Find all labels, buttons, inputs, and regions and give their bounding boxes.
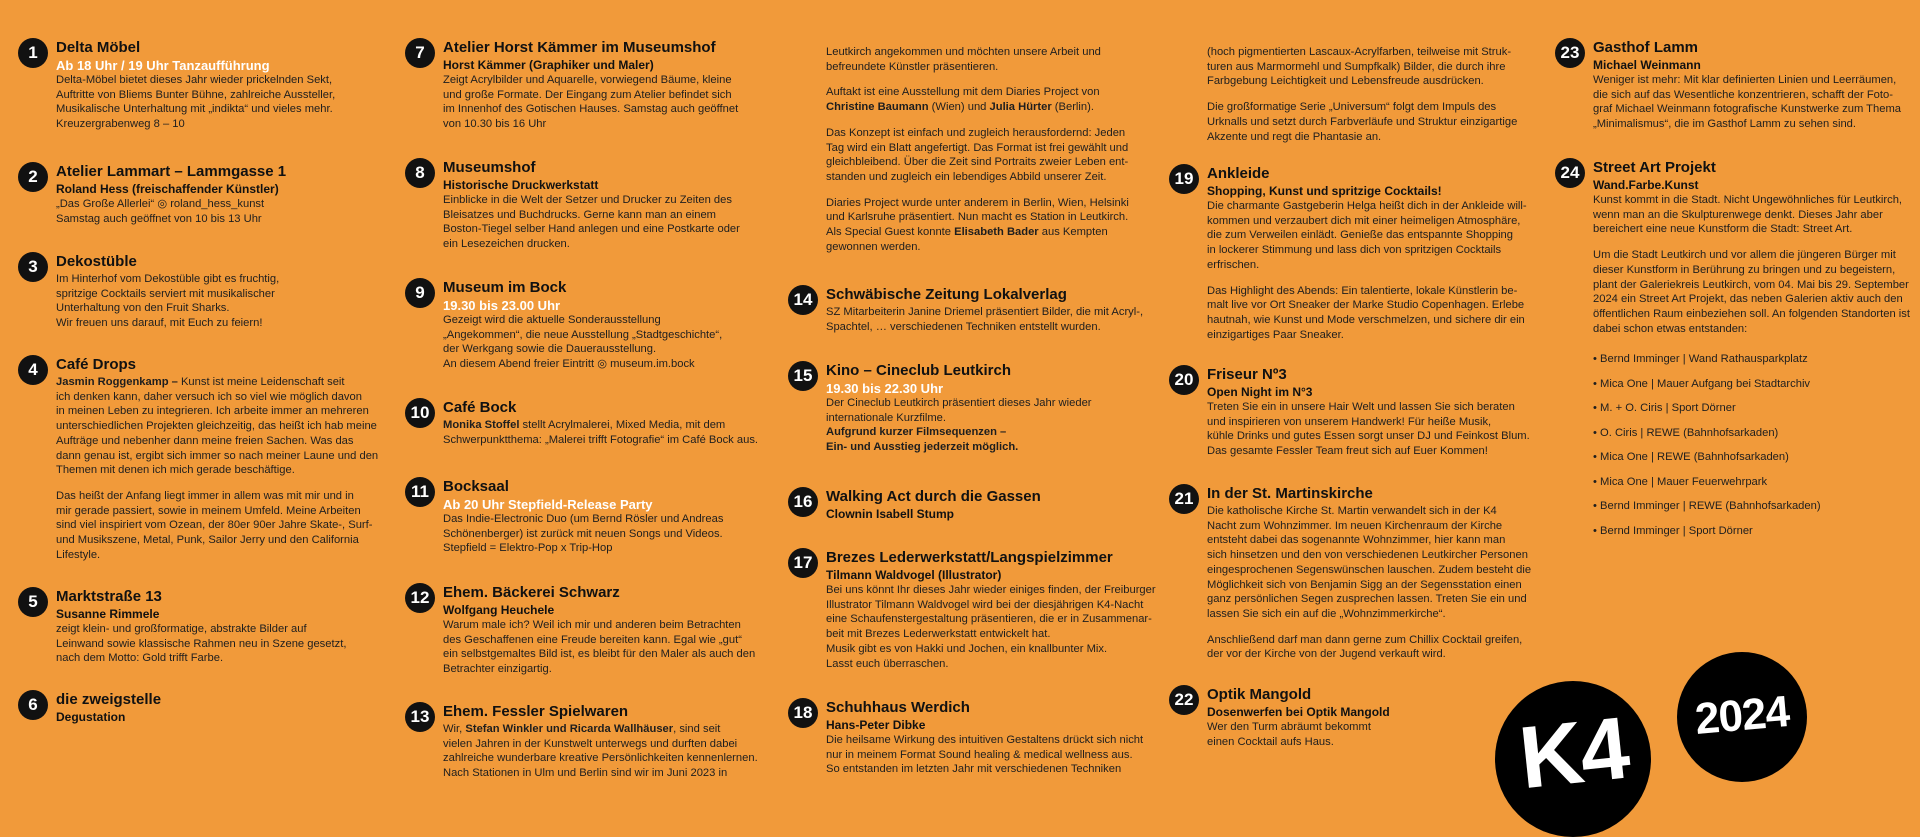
entry-title: Gasthof Lamm (1593, 39, 1699, 56)
entry-subtitle: Michael Weinmann (1593, 58, 1701, 72)
entry-7 (405, 38, 738, 132)
number-badge: 5 (18, 587, 48, 617)
entry-title: Ehem. Bäckerei Schwarz (443, 584, 620, 601)
entry-16 (788, 487, 1041, 522)
entry-10 (405, 398, 758, 447)
list-item: • O. Ciris | REWE (Bahnhofsarkaden) (1593, 426, 1779, 439)
entry-3 (18, 252, 279, 331)
year-badge (1677, 652, 1807, 782)
entry-19 (1169, 164, 1527, 342)
entry-highlight: 19.30 bis 23.00 Uhr (443, 298, 561, 313)
entry-subtitle: Wolfgang Heuchele (443, 603, 555, 617)
entry-subtitle: Shopping, Kunst und spritzige Cocktails! (1207, 184, 1442, 198)
entry-body: Einblicke in die Welt der Setzer und Drucker zu Zeiten des Bleisatzes und Buchdrucks. Gerne kann man an einem Boston-Tiegel selber Hand anlegen und eine Postkarte oder ein Lesezeichen drucken. (443, 194, 740, 251)
number-badge: 3 (18, 252, 48, 282)
list-item: • Bernd Imminger | Sport Dörner (1593, 524, 1753, 537)
entry-23 (1555, 38, 1901, 132)
number-badge: 14 (788, 285, 818, 315)
entry-title: Museumshof (443, 159, 536, 176)
number-badge: 4 (18, 355, 48, 385)
number-badge: 24 (1555, 158, 1585, 188)
entry-body: Bei uns könnt Ihr dieses Jahr wieder einiges finden, der Freiburger Illustrator Tilmann Waldvogel wird bei der diesjährigen K4-Nacht eine Schaufenstergestaltung präsentieren, die er in Zusammenar- beit mit Brezes Lederwerkstatt entwickelt hat. Musik gibt es von Hakki und Jochen, ein knallbunter Mix. Lasst euch überraschen. (826, 584, 1156, 670)
entry-subtitle: Dosenwerfen bei Optik Mangold (1207, 705, 1390, 719)
entry-highlight: 19.30 bis 22.30 Uhr (826, 381, 944, 396)
list-item: • M. + O. Ciris | Sport Dörner (1593, 402, 1736, 415)
entry-title: Atelier Lammart – Lammgasse 1 (56, 163, 287, 180)
number-badge: 13 (405, 702, 435, 732)
entry-title: Ehem. Fessler Spielwaren (443, 703, 629, 720)
number-badge: 12 (405, 583, 435, 613)
entry-body: Weniger ist mehr: Mit klar definierten Linien und Leerräumen, die sich auf das Wesentliche konzentrieren, schafft der Foto- graf Michael Weinmann fotografische Kunstwerke zum Thema „Minimalismus“, die im Gasthof Lamm zu sehen sind. (1593, 74, 1902, 131)
entry-1 (18, 38, 335, 132)
number-badge: 6 (18, 690, 48, 720)
entry-title: Kino – Cineclub Leutkirch (826, 362, 1012, 379)
number-badge: 9 (405, 278, 435, 308)
k4-logo-badge (1495, 681, 1651, 837)
entry-18 (788, 698, 1143, 777)
k4-logo-text: K4 (1514, 697, 1632, 808)
entry-24 (1555, 158, 1910, 548)
entry-body: Der Cineclub Leutkirch präsentiert dieses Jahr wieder internationale Kurzfilme. Aufgrund kurzer Filmsequenzen – Ein- und Ausstieg jederzeit möglich. (826, 397, 1092, 454)
entry-body: „Das Große Allerlei“ ◎ roland_hess_kunst Samstag auch geöffnet von 10 bis 13 Uhr (56, 198, 265, 225)
entry-body: Wer den Turm abräumt bekommt einen Cocktail aufs Haus. (1207, 721, 1371, 748)
entry-13 (405, 702, 758, 781)
entry-14 (788, 285, 1143, 334)
entry-body: Gezeigt wird die aktuelle Sonderausstellung „Angekommen“, die neue Ausstellung „Stadtgeschichte“, der Werkgang sowie die Dauerausstellung. An diesem Abend freier Eintritt ◎ museum.im.bock (443, 314, 723, 371)
number-badge: 17 (788, 548, 818, 578)
entry-body: Delta-Möbel bietet dieses Jahr wieder prickelnden Sekt, Auftritte von Bliems Bunter Bühne, zahlreiche Aussteller, Musikalische Unterhaltung mit „indikta“ und vieles mehr. Kreuzergrabenweg 8 – 10 (56, 74, 336, 131)
number-badge: 2 (18, 162, 48, 192)
list-item: • Mica One | REWE (Bahnhofsarkaden) (1593, 451, 1789, 464)
entry-title: Schwäbische Zeitung Lokalverlag (826, 286, 1067, 303)
number-badge: 19 (1169, 164, 1199, 194)
entry-body: zeigt klein- und großformatige, abstrakte Bilder auf Leinwand sowie klassische Rahmen neu in Szene gesetzt, nach dem Motto: Gold trifft Farbe. (56, 623, 347, 665)
entry-body: SZ Mitarbeiterin Janine Driemel präsentiert Bilder, die mit Acryl-, Spachtel, … verschiedenen Techniken entstellt wurden. (826, 306, 1144, 333)
number-badge: 7 (405, 38, 435, 68)
entry-4 (18, 355, 378, 562)
list-item: • Bernd Imminger | REWE (Bahnhofsarkaden) (1593, 500, 1821, 513)
entry-body: Die katholische Kirche St. Martin verwandelt sich in der K4 Nacht zum Wohnzimmer. Im neuen Kirchenraum der Kirche entsteht dabei das sogenannte Wohnzimmer, hier kann man sich hinsetzen und den von verschiedenen Leutkircher Personen eingesprochenen Segenswünschen lauschen. Zudem besteht die Möglichkeit sich von Benjamin Sigg an der Segensstation einen ganz persönlichen Segen zusprechen lassen. Treten Sie ein und lassen Sie sich ein auf die „Wohnzimmerkirche“. Anschließend darf man dann gerne zum Chillix Cocktail greifen, der vor der Kirche von der Jugend verkauft wird. (1207, 505, 1532, 661)
entry-title: Café Drops (56, 356, 137, 373)
entry-title: die zweigstelle (56, 691, 162, 708)
entry-subtitle: Hans-Peter Dibke (826, 718, 926, 732)
entry-8 (405, 158, 740, 252)
number-badge: 1 (18, 38, 48, 68)
entry-subtitle: Open Night im N°3 (1207, 385, 1313, 399)
entry-5 (18, 587, 346, 666)
entry-title: Atelier Horst Kämmer im Museumshof (443, 39, 716, 56)
number-badge: 18 (788, 698, 818, 728)
entry-subtitle: Susanne Rimmele (56, 607, 160, 621)
entry-subtitle: Degustation (56, 710, 126, 724)
entry-body: Im Hinterhof vom Dekostüble gibt es fruchtig, spritzige Cocktails serviert mit musikalischer Unterhaltung von den Fruit Sharks. Wir freuen uns darauf, mit Euch zu feiern! (56, 273, 280, 330)
entry-15 (788, 361, 1092, 455)
entry-body: Monika Stoffel stellt Acrylmalerei, Mixed Media, mit dem Schwerpunktthema: „Malerei trifft Fotografie“ im Café Bock aus. (443, 419, 759, 446)
number-badge: 11 (405, 477, 435, 507)
entry-12 (405, 583, 755, 677)
entry-body: Jasmin Roggenkamp – Kunst ist meine Leidenschaft seit ich denken kann, daher versuch ich so viel wie möglich davon in meinen Leben zu integrieren. Ich arbeite immer an mehreren unterschiedlichen Projekten gleichzeitig, das heißt ich hab meine Aufträge und nebenher dann meine freien Sachen. Was das dann genau ist, ergibt sich immer so nach meiner Laune und den Themen mit denen ich mich gerade beschäftige. Das heißt der Anfang liegt immer in allem was mit mir und in mir gerade passiert, sowie in meinem Umfeld. Meine Arbeiten sind viel inspiriert vom Ozean, der 80er 90er Jahre Skate-, Surf- und Musikszene, Metal, Punk, Sailor Jerry und den California Lifestyle. (56, 376, 379, 561)
entry-subtitle: Clownin Isabell Stump (826, 507, 955, 521)
entry-subtitle: Wand.Farbe.Kunst (1593, 178, 1699, 192)
entry-body: Die heilsame Wirkung des intuitiven Gestaltens drückt sich nicht nur in meinem Format Sound healing & medical wellness aus. So entstanden im letzten Jahr mit verschiedenen Techniken (826, 734, 1144, 776)
entry-title: Brezes Lederwerkstatt/Langspielzimmer (826, 549, 1113, 566)
entry-body: Kunst kommt in die Stadt. Nicht Ungewöhnliches für Leutkirch, wenn man an die Skulpturenwege denkt. Dieses Jahr aber bereichert eine neue Kunstform die Stadt: Street Art. Um die Stadt Leutkirch und vor allem die jüngeren Bürger mit dieser Kunstform in Berührung zu bringen und zu begeistern, plant der Galeriekreis Leutkirch, vom 04. Mai bis 29. September 2024 ein Street Art Projekt, das neben Galerien aktiv auch den öffentlichen Raum einbeziehen soll. An folgenden Standorten ist dabei schon etwas entstanden: • Bernd Imminger | Wand Rathausparkplatz • Mica One | Mauer Aufgang bei Stadtarchiv • M. + O. Ciris | Sport Dörner • O. Ciris | REWE (Bahnhofsarkaden) • Mica One | REWE (Bahnhofsarkaden) • Mica One | Mauer Feuerwehrpark • Bernd Imminger | REWE (Bahnhofsarkaden) • Bernd Imminger | Sport Dörner (1593, 194, 1910, 537)
number-badge: 21 (1169, 484, 1199, 514)
entry-title: Street Art Projekt (1593, 159, 1716, 176)
number-badge: 8 (405, 158, 435, 188)
entry-title: Schuhhaus Werdich (826, 699, 970, 716)
entry-subtitle: Horst Kämmer (Graphiker und Maler) (443, 58, 654, 72)
entry-title: Museum im Bock (443, 279, 567, 296)
number-badge: 16 (788, 487, 818, 517)
entry-20 (1169, 365, 1530, 459)
entry-2 (18, 162, 286, 226)
entry-17 (788, 548, 1156, 671)
entry-subtitle: Historische Druckwerkstatt (443, 178, 599, 192)
entry-body: Wir, Stefan Winkler und Ricarda Wallhäuser, sind seit vielen Jahren in der Kunstwelt unterwegs und durften dabei zahlreiche wunderbare kreative Persönlichkeiten kennenlernen. Nach Stationen in Ulm und Berlin sind wir im Juni 2023 in (443, 723, 758, 780)
number-badge: 15 (788, 361, 818, 391)
number-badge: 10 (405, 398, 435, 428)
number-badge: 23 (1555, 38, 1585, 68)
entry-highlight: Ab 20 Uhr Stepfield-Release Party (443, 497, 653, 512)
entry-11 (405, 477, 723, 556)
entry-body: Treten Sie ein in unsere Hair Welt und lassen Sie sich beraten und inspirieren von unserem Handwerk! Für heiße Musik, kühle Drinks und gutes Essen sorgt unser DJ und Feinkost Blum. Das gesamte Fessler Team freut sich auf Euer Kommen! (1207, 401, 1530, 458)
entry-title: Ankleide (1207, 165, 1270, 182)
entry-9 (405, 278, 722, 372)
list-item: • Mica One | Mauer Aufgang bei Stadtarchiv (1593, 377, 1811, 390)
entry-title: In der St. Martinskirche (1207, 485, 1373, 502)
entry-title: Optik Mangold (1207, 686, 1312, 703)
entry-highlight: Ab 18 Uhr / 19 Uhr Tanzaufführung (56, 58, 270, 73)
list-item: • Bernd Imminger | Wand Rathausparkplatz (1593, 353, 1808, 366)
entry-body: Die charmante Gastgeberin Helga heißt dich in der Ankleide will- kommen und verzaubert dich mit einer heimeligen Atmosphäre, die zum Verweilen einlädt. Genieße das entspannte Shopping in lockerer Stimmung und lass dich von spritzigen Cocktails erfrischen. Das Highlight des Abends: Ein talentierte, lokale Künstlerin be- malt live vor Ort Sneaker der Marke Studio Copenhagen. Erlebe hautnah, wie Kunst und Mode verschmelzen, und sichere dir ein einzigartiges Paar Sneaker. (1207, 200, 1527, 341)
entry-title: Delta Möbel (56, 39, 141, 56)
entry-body: Das Indie-Electronic Duo (um Bernd Rösler und Andreas Schönenberger) ist zurück mit neuen Songs und Videos. Stepfield = Elektro-Pop x Trip-Hop (443, 513, 724, 555)
entry-title: Friseur Nº3 (1207, 366, 1287, 383)
entry-subtitle: Tilmann Waldvogel (Illustrator) (826, 568, 1002, 582)
list-item: • Mica One | Mauer Feuerwehrpark (1593, 475, 1768, 488)
continued-text-18: (hoch pigmentierten Lascaux-Acrylfarben, teilweise mit Struk- turen aus Marmormehl und Sumpfkalk) Bilder, die durch ihre Farbgebung Leichtigkeit und Lebensfreude ausdrücken. Die großformatige Serie „Universum“ folgt dem Impuls des Urknalls und setzt durch Farbverläufe und Struktur einzigartige Akzente und regt die Phantasie an. (1207, 46, 1518, 143)
continued-text-13: Leutkirch angekommen und möchten unsere Arbeit und befreundete Künstler präsentieren. Auftakt ist eine Ausstellung mit dem Diaries Project von Christine Baumann (Wien) und Julia Hürter (Berlin). Das Konzept ist einfach und zugleich herausfordernd: Jeden Tag wird ein Blatt angefertigt. Das Format ist frei gewählt und gleichbleibend. Über die Zeit sind Portraits zweier Leben ent- standen und zugleich ein lebendiges Abbild unserer Zeit. Diaries Project wurde unter anderem in Berlin, Wien, Helsinki und Karlsruhe präsentiert. Nun macht es Station in Leutkirch. Als Special Guest konnte Elisabeth Bader aus Kempten gewonnen werden. (826, 46, 1129, 253)
entry-title: Bocksaal (443, 478, 509, 495)
entry-6 (18, 690, 161, 725)
entry-title: Café Bock (443, 399, 517, 416)
year-text: 2024 (1693, 687, 1791, 745)
entry-title: Walking Act durch die Gassen (826, 488, 1041, 505)
number-badge: 20 (1169, 365, 1199, 395)
entry-title: Marktstraße 13 (56, 588, 162, 605)
entry-body: Zeigt Acrylbilder und Aquarelle, vorwiegend Bäume, kleine und große Formate. Der Eingang zum Atelier befindet sich im Innenhof des Gotischen Hauses. Samstag auch geöffnet von 10.30 bis 16 Uhr (443, 74, 739, 131)
entry-body: Warum male ich? Weil ich mir und anderen beim Betrachten des Geschaffenen eine Freude bereiten kann. Egal wie „gut“ ein selbstgemaltes Bild ist, es bleibt für den Maler als auch den Betrachter einzigartig. (443, 619, 756, 676)
entry-21 (1169, 484, 1531, 662)
number-badge: 22 (1169, 685, 1199, 715)
entry-title: Dekostüble (56, 253, 137, 270)
entry-22 (1169, 685, 1390, 749)
entry-subtitle: Roland Hess (freischaffender Künstler) (56, 182, 279, 196)
